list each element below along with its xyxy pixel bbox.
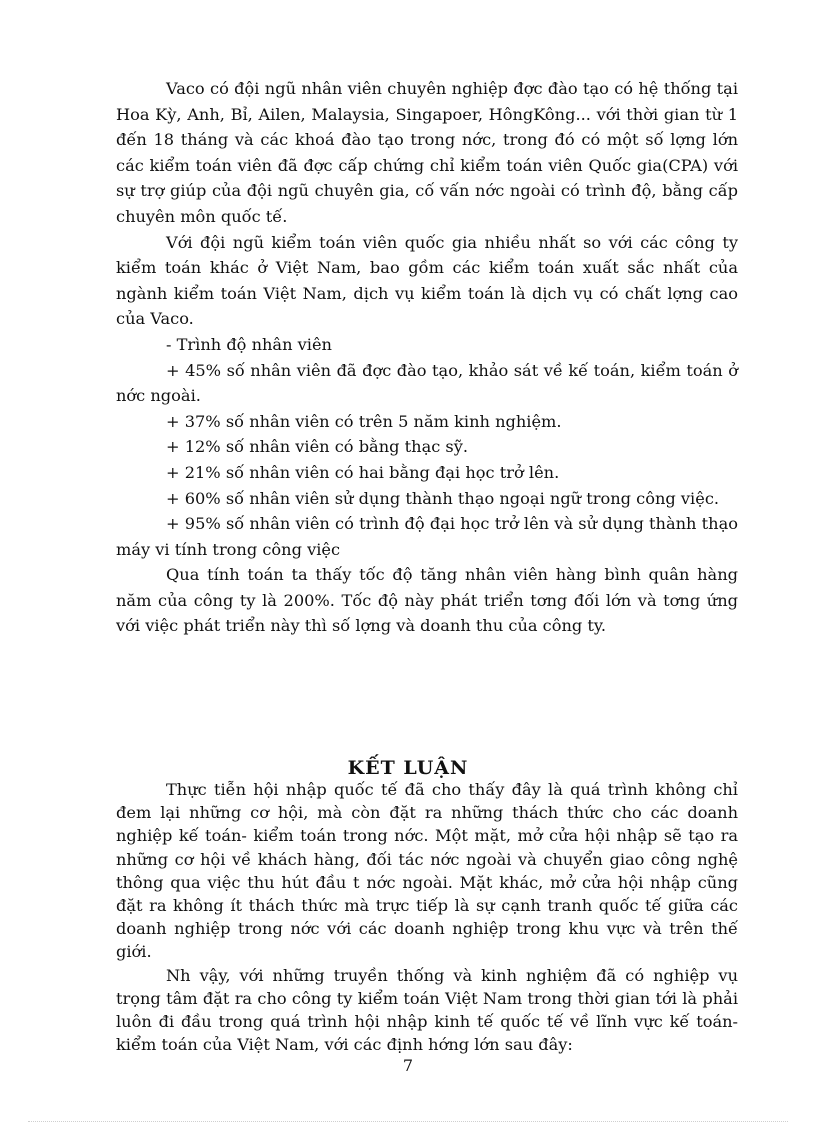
list-item: + 45% số nhân viên đã đợc đào tạo, khảo sát về kế toán, kiểm toán ở nớc ngoài. (116, 360, 738, 406)
paragraph-orientation: Nh vậy, với những truyền thống và kinh nghiệm đã có nghiệp vụ trọng tâm đặt ra cho công ty kiểm toán Việt Nam trong thời gian tới là phải luôn đi đầu trong quá trình hội nhập kinh tế quốc tế về lĩnh vực kế toán- kiểm toán của Việt Nam, với các định hớng lớn sau đây: (116, 965, 738, 1055)
section-conclusion (116, 778, 738, 1056)
paragraph-integration: Thực tiễn hội nhập quốc tế đã cho thấy đây là quá trình không chỉ đem lại những cơ hội, mà còn đặt ra những thách thức cho các doanh nghiệp kế toán- kiểm toán trong nớc. Một mặt, mở cửa hội nhập sẽ tạo ra những cơ hội về khách hàng, đối tác nớc ngoài và chuyển giao công nghệ thông qua việc thu hút đầu t nớc ngoài. Mặt khác, mở cửa hội nhập cũng đặt ra không ít thách thức mà trực tiếp là sự cạnh tranh quốc tế giữa các doanh nghiệp trong nớc với các doanh nghiệp trong khu vực và trên thế giới. (116, 780, 738, 962)
paragraph-auditors: Với đội ngũ kiểm toán viên quốc gia nhiều nhất so với các công ty kiểm toán khác ở Việt Nam, bao gồm các kiểm toán xuất sắc nhất của ngành kiểm toán Việt Nam, dịch vụ kiểm toán là dịch vụ có chất lợng cao của Vaco. (116, 232, 738, 329)
page-number: 7 (402, 1056, 414, 1075)
list-item: + 21% số nhân viên có hai bằng đại học trở lên. (166, 462, 560, 482)
paragraph-growth: Qua tính toán ta thấy tốc độ tăng nhân viên hàng bình quân hàng năm của công ty là 200%. Tốc độ này phát triển tơng đối lớn và tơng ứng với việc phát triển này thì số lợng và doanh thu của công ty. (116, 565, 738, 636)
list-item: + 12% số nhân viên có bằng thạc sỹ. (166, 437, 469, 457)
paragraph-training: Vaco có đội ngũ nhân viên chuyên nghiệp đợc đào tạo có hệ thống tại Hoa Kỳ, Anh, Bỉ, Ailen, Malaysia, Singapoer, HôngKông... với thời gian từ 1 đến 18 tháng và các khoá đào tạo trong nớc, trong đó có một số lợng lớn các kiểm toán viên đã đợc cấp chứng chỉ kiểm toán viên Quốc gia(CPA) với sự trợ giúp của đội ngũ chuyên gia, cố vấn nớc ngoài có trình độ, bằng cấp chuyên môn quốc tế. (116, 79, 738, 226)
list-item: + 95% số nhân viên có trình độ đại học trở lên và sử dụng thành thạo máy vi tính trong công việc (116, 514, 738, 559)
page-bottom-divider (28, 1121, 788, 1122)
conclusion-heading: KẾT LUẬN (347, 757, 469, 779)
staff-level-label: - Trình độ nhân viên (166, 334, 332, 354)
list-item: + 60% số nhân viên sử dụng thành thạo ngoại ngữ trong công việc. (166, 488, 720, 508)
list-item: + 37% số nhân viên có trên 5 năm kinh nghiệm. (166, 411, 562, 431)
section-staff-qualification (116, 76, 738, 639)
